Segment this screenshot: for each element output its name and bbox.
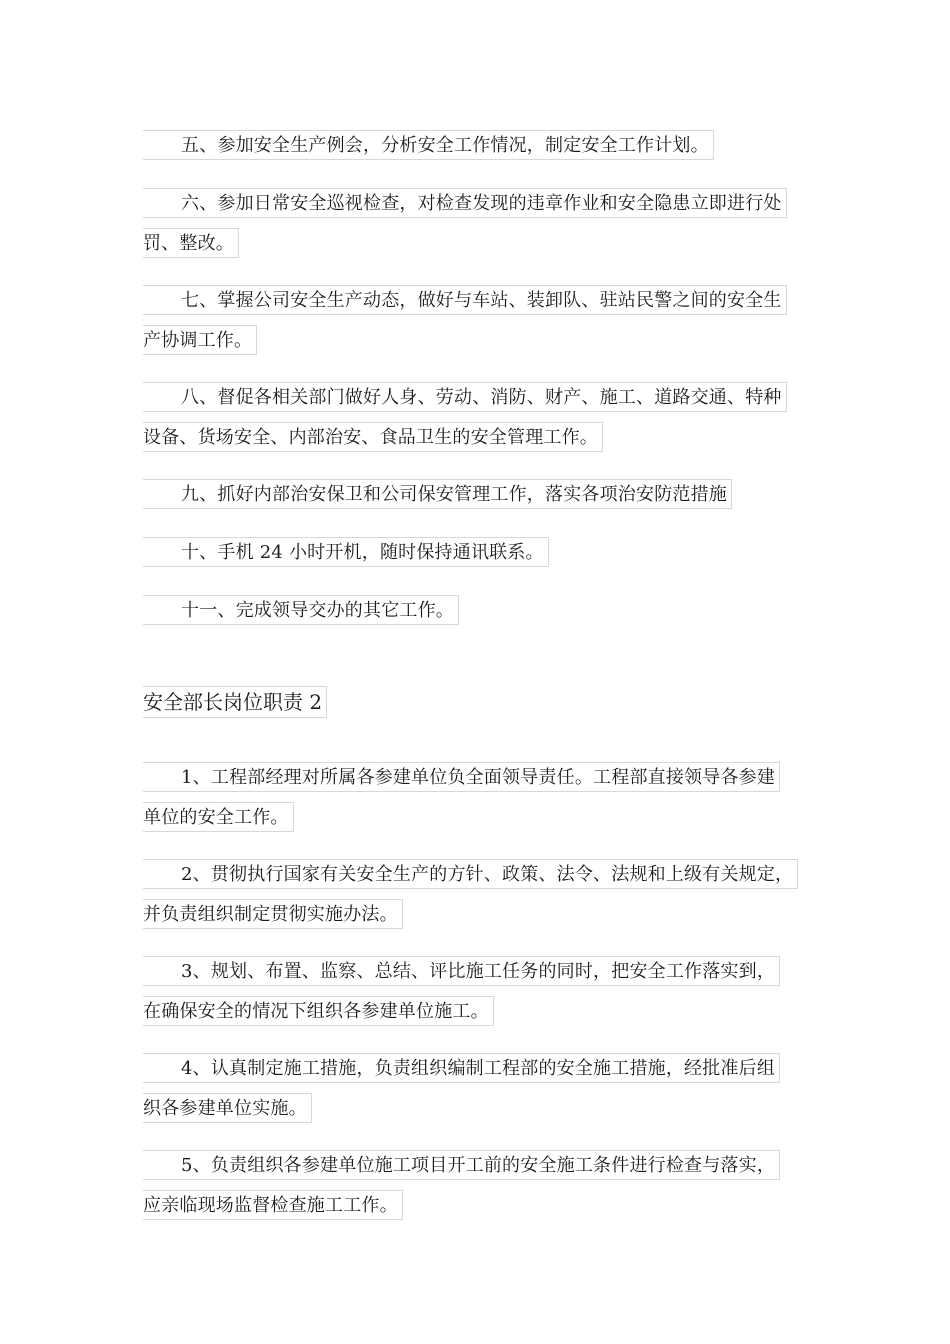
duty-text-line: 5、负责组织各参建单位施工项目开工前的安全施工条件进行检查与落实， — [143, 1150, 780, 1180]
duty-item-4 — [143, 1049, 807, 1129]
duty-text-line: 设备、货场安全、内部治安、食品卫生的安全管理工作。 — [143, 422, 603, 452]
duty-text-line: 六、参加日常安全巡视检查，对检查发现的违章作业和安全隐患立即进行处 — [143, 188, 787, 218]
duty-text-line: 五、参加安全生产例会，分析安全工作情况，制定安全工作计划。 — [143, 130, 714, 160]
duty-text-line: 1、工程部经理对所属各参建单位负全面领导责任。工程部直接领导各参建 — [143, 762, 780, 792]
duty-item-6 — [143, 184, 807, 264]
duty-text-line: 并负责组织制定贯彻实施办法。 — [143, 899, 403, 929]
duty-item-3 — [143, 952, 807, 1032]
duty-text-line: 3、规划、布置、监察、总结、评比施工任务的同时，把安全工作落实到， — [143, 956, 780, 986]
duty-text-line: 十、手机 24 小时开机，随时保持通讯联系。 — [143, 537, 549, 567]
duty-text-line: 2、贯彻执行国家有关安全生产的方针、政策、法令、法规和上级有关规定， — [143, 859, 798, 889]
duty-item-1 — [143, 758, 807, 838]
duty-item-5 — [143, 126, 807, 166]
duty-item-9 — [143, 475, 807, 515]
duty-item-8 — [143, 378, 807, 458]
duty-text-line: 在确保安全的情况下组织各参建单位施工。 — [143, 996, 494, 1026]
duty-item-2 — [143, 855, 807, 935]
duty-text-line: 十一、完成领导交办的其它工作。 — [143, 595, 459, 625]
duty-text-line: 单位的安全工作。 — [143, 802, 294, 832]
section-heading: 安全部长岗位职责 2 — [143, 686, 327, 718]
duty-item-11 — [143, 591, 807, 631]
duty-text-line: 八、督促各相关部门做好人身、劳动、消防、财产、施工、道路交通、特种 — [143, 382, 787, 412]
duty-text-line: 织各参建单位实施。 — [143, 1093, 312, 1123]
duty-item-5b — [143, 1146, 807, 1226]
duty-item-10 — [143, 533, 807, 573]
duty-item-7 — [143, 281, 807, 361]
duty-text-line: 九、抓好内部治安保卫和公司保安管理工作，落实各项治安防范措施 — [143, 479, 732, 509]
duty-text-line: 4、认真制定施工措施，负责组织编制工程部的安全施工措施，经批准后组 — [143, 1053, 780, 1083]
duty-text-line: 罚、整改。 — [143, 228, 239, 258]
duty-text-line: 七、掌握公司安全生产动态，做好与车站、装卸队、驻站民警之间的安全生 — [143, 285, 787, 315]
duty-text-line: 产协调工作。 — [143, 325, 257, 355]
duty-text-line: 应亲临现场监督检查施工工作。 — [143, 1190, 403, 1220]
